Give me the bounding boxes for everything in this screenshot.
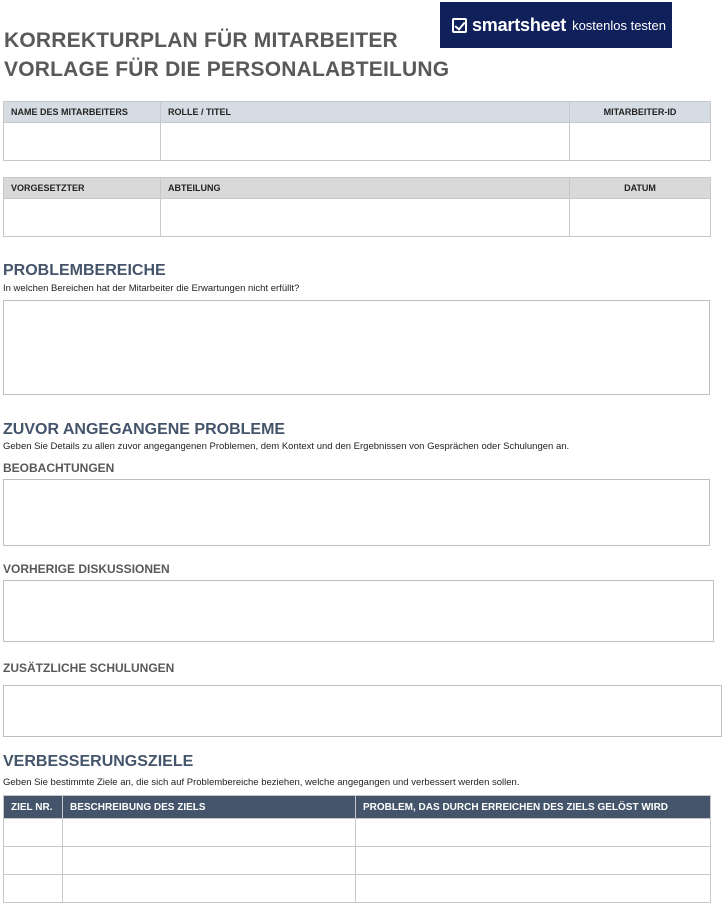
- problem-areas-description: In welchen Bereichen hat der Mitarbeiter die Erwartungen nicht erfüllt?: [3, 283, 300, 294]
- supervisor-info-table: [3, 177, 711, 237]
- goal-description-cell[interactable]: [63, 847, 356, 875]
- previous-discussions-heading: VORHERIGE DISKUSSIONEN: [3, 562, 170, 576]
- employee-id-field[interactable]: [570, 123, 711, 161]
- goal-number-cell[interactable]: [4, 847, 63, 875]
- header-employee-name: NAME DES MITARBEITERS: [4, 102, 161, 123]
- header-goal-description: BESCHREIBUNG DES ZIELS: [63, 796, 356, 819]
- goal-number-cell[interactable]: [4, 819, 63, 847]
- title-line-2: VORLAGE FÜR DIE PERSONALABTEILUNG: [4, 58, 450, 81]
- smartsheet-check-icon: [452, 18, 467, 33]
- try-free-link[interactable]: kostenlos testen: [572, 17, 667, 33]
- table-row: [4, 819, 711, 847]
- header-supervisor: VORGESETZTER: [4, 178, 161, 199]
- date-field[interactable]: [570, 199, 711, 237]
- improvement-goals-description: Geben Sie bestimmte Ziele an, die sich auf Problembereiche beziehen, welche angegangen und verbessert werden sollen.: [3, 777, 520, 788]
- problem-areas-heading: PROBLEMBEREICHE: [3, 262, 166, 279]
- additional-trainings-textbox[interactable]: [3, 685, 722, 737]
- header-goal-number: ZIEL NR.: [4, 796, 63, 819]
- goal-description-cell[interactable]: [63, 875, 356, 903]
- header-role-title: ROLLE / TITEL: [161, 102, 570, 123]
- problem-solved-cell[interactable]: [356, 847, 711, 875]
- improvement-goals-heading: VERBESSERUNGSZIELE: [3, 753, 194, 770]
- header-department: ABTEILUNG: [161, 178, 570, 199]
- previous-problems-description: Geben Sie Details zu allen zuvor angegangenen Problemen, dem Kontext und den Ergebnissen von Gesprächen oder Schulungen an.: [3, 441, 570, 452]
- table-row: [4, 847, 711, 875]
- previous-discussions-textbox[interactable]: [3, 580, 714, 642]
- goal-description-cell[interactable]: [63, 819, 356, 847]
- previous-problems-heading: ZUVOR ANGEGANGENE PROBLEME: [3, 421, 286, 438]
- smartsheet-brand: smartsheet: [472, 14, 567, 35]
- problem-solved-cell[interactable]: [356, 819, 711, 847]
- department-field[interactable]: [161, 199, 570, 237]
- employee-name-field[interactable]: [4, 123, 161, 161]
- header-employee-id: MITARBEITER-ID: [570, 102, 711, 123]
- smartsheet-banner[interactable]: [440, 2, 672, 48]
- problem-areas-textbox[interactable]: [3, 300, 710, 395]
- header-date: DATUM: [570, 178, 711, 199]
- observations-heading: BEOBACHTUNGEN: [3, 461, 115, 475]
- goal-number-cell[interactable]: [4, 875, 63, 903]
- table-row: [4, 875, 711, 903]
- problem-solved-cell[interactable]: [356, 875, 711, 903]
- header-problem-solved: PROBLEM, DAS DURCH ERREICHEN DES ZIELS GELÖST WIRD: [356, 796, 711, 819]
- role-title-field[interactable]: [161, 123, 570, 161]
- supervisor-field[interactable]: [4, 199, 161, 237]
- improvement-goals-table: [3, 795, 711, 903]
- observations-textbox[interactable]: [3, 479, 710, 546]
- additional-trainings-heading: ZUSÄTZLICHE SCHULUNGEN: [3, 661, 175, 675]
- document-title: [4, 26, 449, 84]
- title-line-1: KORREKTURPLAN FÜR MITARBEITER: [4, 29, 398, 52]
- employee-info-table: [3, 101, 711, 161]
